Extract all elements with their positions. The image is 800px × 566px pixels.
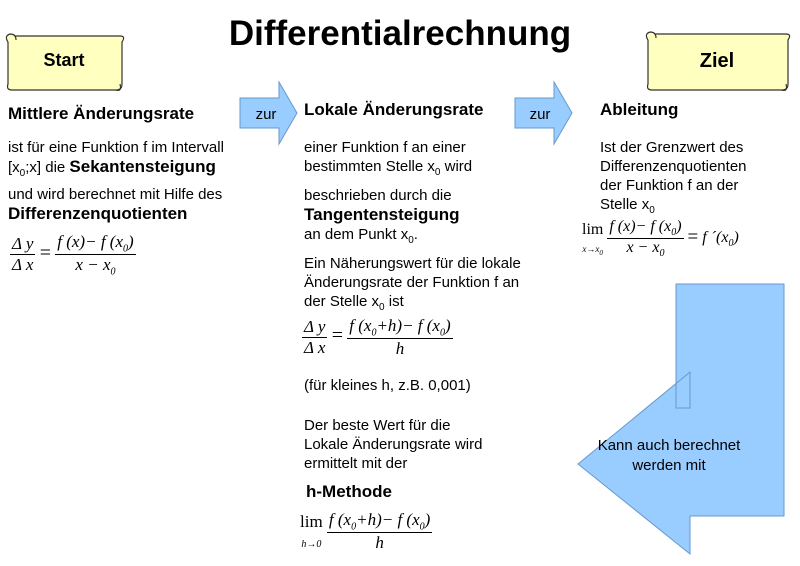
col2-hmethode: h-Methode — [306, 482, 392, 501]
col2-p5 — [304, 225, 564, 250]
col2-tangentensteigung: Tangentensteigung — [304, 205, 460, 224]
col3-l2: Differenzenquotienten — [600, 158, 747, 175]
scroll-start — [2, 28, 126, 94]
col1-line2a: [x — [8, 159, 20, 176]
col2-p2 — [304, 157, 564, 182]
col1-differenzenquotienten: Differenzenquotienten — [8, 204, 188, 223]
formula-differenzenquotient: $\frac{\text{Δ y}}{\text{Δ x}}$ = $\frac{f (x)- f (x_0)}{x - x_0}$ — [12, 232, 134, 278]
col2-q2: Änderungsrate der Funktion f an — [304, 274, 520, 291]
formula-hmethode: lim h→0 $\frac{f (x_0+h)- f (x_0)}{h}$ — [300, 510, 431, 553]
col1-text — [8, 138, 268, 224]
col1-line2-sub: 0 — [19, 168, 26, 179]
col2-q1: Ein Näherungswert für die lokale — [304, 255, 521, 272]
formula-ableitung: lim $x\to x_0$ $\frac{f (x)- f (x_0)}{x - x_0}$ = f $´(x_0)$ — [582, 218, 739, 260]
col2-heading: Lokale Änderungsrate — [304, 100, 484, 119]
scroll-ziel — [640, 26, 794, 96]
col1-line2b: ;x] die — [25, 159, 70, 176]
col2-p4 — [304, 205, 564, 225]
col3-l4-sub: 0 — [649, 205, 655, 216]
bent-arrow-icon — [574, 282, 788, 558]
col1-line2 — [8, 157, 268, 183]
col3-heading: Ableitung — [600, 100, 679, 119]
col2-p2b: wird — [440, 158, 473, 175]
col2-p5-sub: 0 — [408, 235, 414, 246]
col1-sekantensteigung: Sekantensteigung — [69, 157, 216, 176]
scroll-start-label: Start — [43, 50, 85, 70]
col2-p1: einer Funktion f an einer — [304, 139, 466, 156]
col2-q3 — [304, 292, 564, 317]
col2-q3b: ist — [384, 293, 404, 310]
col2-r2: Lokale Änderungsrate wird — [304, 436, 483, 453]
page-title: Differentialrechnung — [228, 14, 572, 53]
col3-l4a: Stelle x — [600, 196, 650, 213]
bent-arrow-label: Kann auch berechnet werden mit — [597, 437, 741, 474]
col2-p5b: . — [413, 226, 418, 243]
col1-line1: ist für eine Funktion f im Intervall — [8, 139, 224, 156]
col2-r3: ermittelt mit der — [304, 455, 408, 472]
col1-heading: Mittlere Änderungsrate — [8, 104, 195, 123]
col2-small-h: (für kleines h, z.B. 0,001) — [304, 377, 471, 394]
col2-text-a — [304, 138, 564, 317]
col2-text-b — [304, 416, 564, 473]
formula-naeherung: $\frac{\text{Δ y}}{\text{Δ x}}$ = $\frac{f (x_0+h)- f (x_0)}{h}$ — [304, 316, 451, 359]
col2-p2-sub: 0 — [434, 167, 441, 178]
col3-l4 — [600, 195, 790, 220]
scroll-ziel-label: Ziel — [699, 50, 735, 72]
col2-r1: Der beste Wert für die — [304, 417, 451, 434]
col2-q3-sub: 0 — [379, 302, 385, 313]
col2-p3: beschrieben durch die — [304, 187, 452, 204]
col2-p5a: an dem Punkt x — [304, 226, 409, 243]
col1-line4 — [8, 204, 268, 224]
col2-p2a: bestimmten Stelle x — [304, 158, 435, 175]
col2-q3a: der Stelle x — [304, 293, 380, 310]
col3-l1: Ist der Grenzwert des — [600, 139, 744, 156]
arrow-1-label: zur — [255, 106, 277, 123]
col3-text — [600, 138, 790, 220]
col3-l3: der Funktion f an der — [600, 177, 739, 194]
arrow-2-label: zur — [529, 106, 551, 123]
col1-line3: und wird berechnet mit Hilfe des — [8, 186, 223, 203]
